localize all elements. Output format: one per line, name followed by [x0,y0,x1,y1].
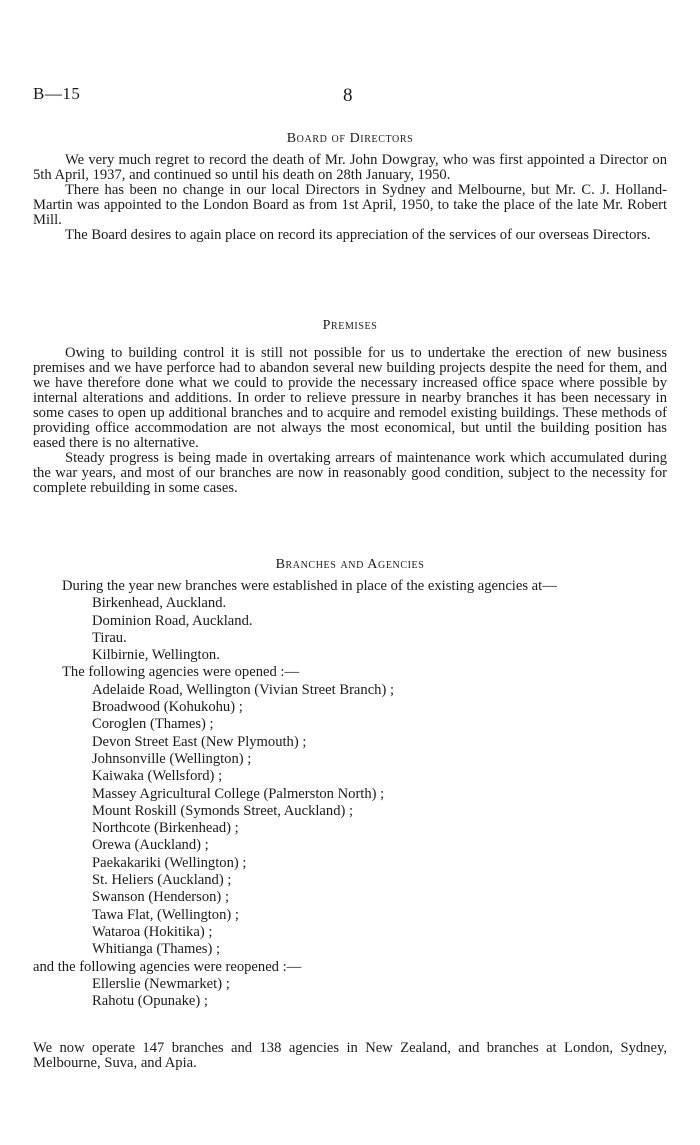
closing-paragraph [33,1041,667,1071]
list-item: Adelaide Road, Wellington (Vivian Street Branch) ; [92,681,395,698]
paragraph: Owing to building control it is still not possible for us to undertake the erection of new business premises and we have perforce had to abandon several new building projects despite the need for them, and we have therefore done what we could to provide the necessary increased office space where possible by internal alterations and additions. In order to relieve pressure in nearby branches it has been necessary in some cases to open up additional branches and to acquire and remodel existing buildings. These methods of providing office accommodation are not always the most economical, but until the building position has eased there is no alternative. [33,345,667,451]
opened-intro: The following agencies were opened :— [62,664,300,681]
list-item: Birkenhead, Auckland. [92,595,227,612]
list-item: Tirau. [92,629,127,646]
list-item: Rahotu (Opunake) ; [92,993,208,1010]
list-item: Tawa Flat, (Wellington) ; [92,906,239,923]
paragraph: We now operate 147 branches and 138 agencies in New Zealand, and branches at London, Sydney, Melbourne, Suva, and Apia. [33,1040,667,1071]
list-item: Mount Roskill (Symonds Street, Auckland) ; [92,802,354,819]
list-item: Wataroa (Hokitika) ; [92,923,213,940]
list-item: Broadwood (Kohukohu) ; [92,699,243,716]
list-item: Dominion Road, Auckland. [92,612,253,629]
page-number: 8 [343,85,353,106]
paragraph: We very much regret to record the death of Mr. John Dowgray, who was first appointed a Director on 5th April, 1937, and continued so until his death on 28th January, 1950. [33,152,667,183]
list-item: Ellerslie (Newmarket) ; [92,975,230,992]
section-heading-branches: Branches and Agencies [275,557,425,572]
list-item: Johnsonville (Wellington) ; [92,750,252,767]
list-item: Kaiwaka (Wellsford) ; [92,768,223,785]
section-heading-premises: Premises [322,318,378,333]
paragraph: The Board desires to again place on record its appreciation of the services of our overseas Directors. [65,227,651,243]
list-item: St. Heliers (Auckland) ; [92,872,232,889]
section-heading-board: Board of Directors [286,131,414,146]
list-item: Kilbirnie, Wellington. [92,647,220,664]
list-item: Northcote (Birkenhead) ; [92,820,239,837]
reopened-intro: and the following agencies were reopened :— [33,958,302,975]
branches-list [0,578,700,1010]
premises-section [33,346,667,496]
document-reference: B—15 [33,84,81,103]
list-item: Swanson (Henderson) ; [92,889,229,906]
board-section [33,153,667,243]
list-item: Massey Agricultural College (Palmerston North) ; [92,785,385,802]
list-item: Devon Street East (New Plymouth) ; [92,733,307,750]
branches-intro: During the year new branches were established in place of the existing agencies at— [62,578,557,594]
paragraph: Steady progress is being made in overtaking arrears of maintenance work which accumulated during the war years, and most of our branches are now in reasonably good condition, subject to the necessity for complete rebuilding in some cases. [33,450,667,496]
list-item: Whitianga (Thames) ; [92,941,221,958]
list-item: Orewa (Auckland) ; [92,837,209,854]
paragraph: There has been no change in our local Directors in Sydney and Melbourne, but Mr. C. J. Holland-Martin was appointed to the London Board as from 1st April, 1950, to take the place of the late Mr. Robert Mill. [33,182,667,228]
list-item: Paekakariki (Wellington) ; [92,854,247,871]
list-item: Coroglen (Thames) ; [92,716,214,733]
